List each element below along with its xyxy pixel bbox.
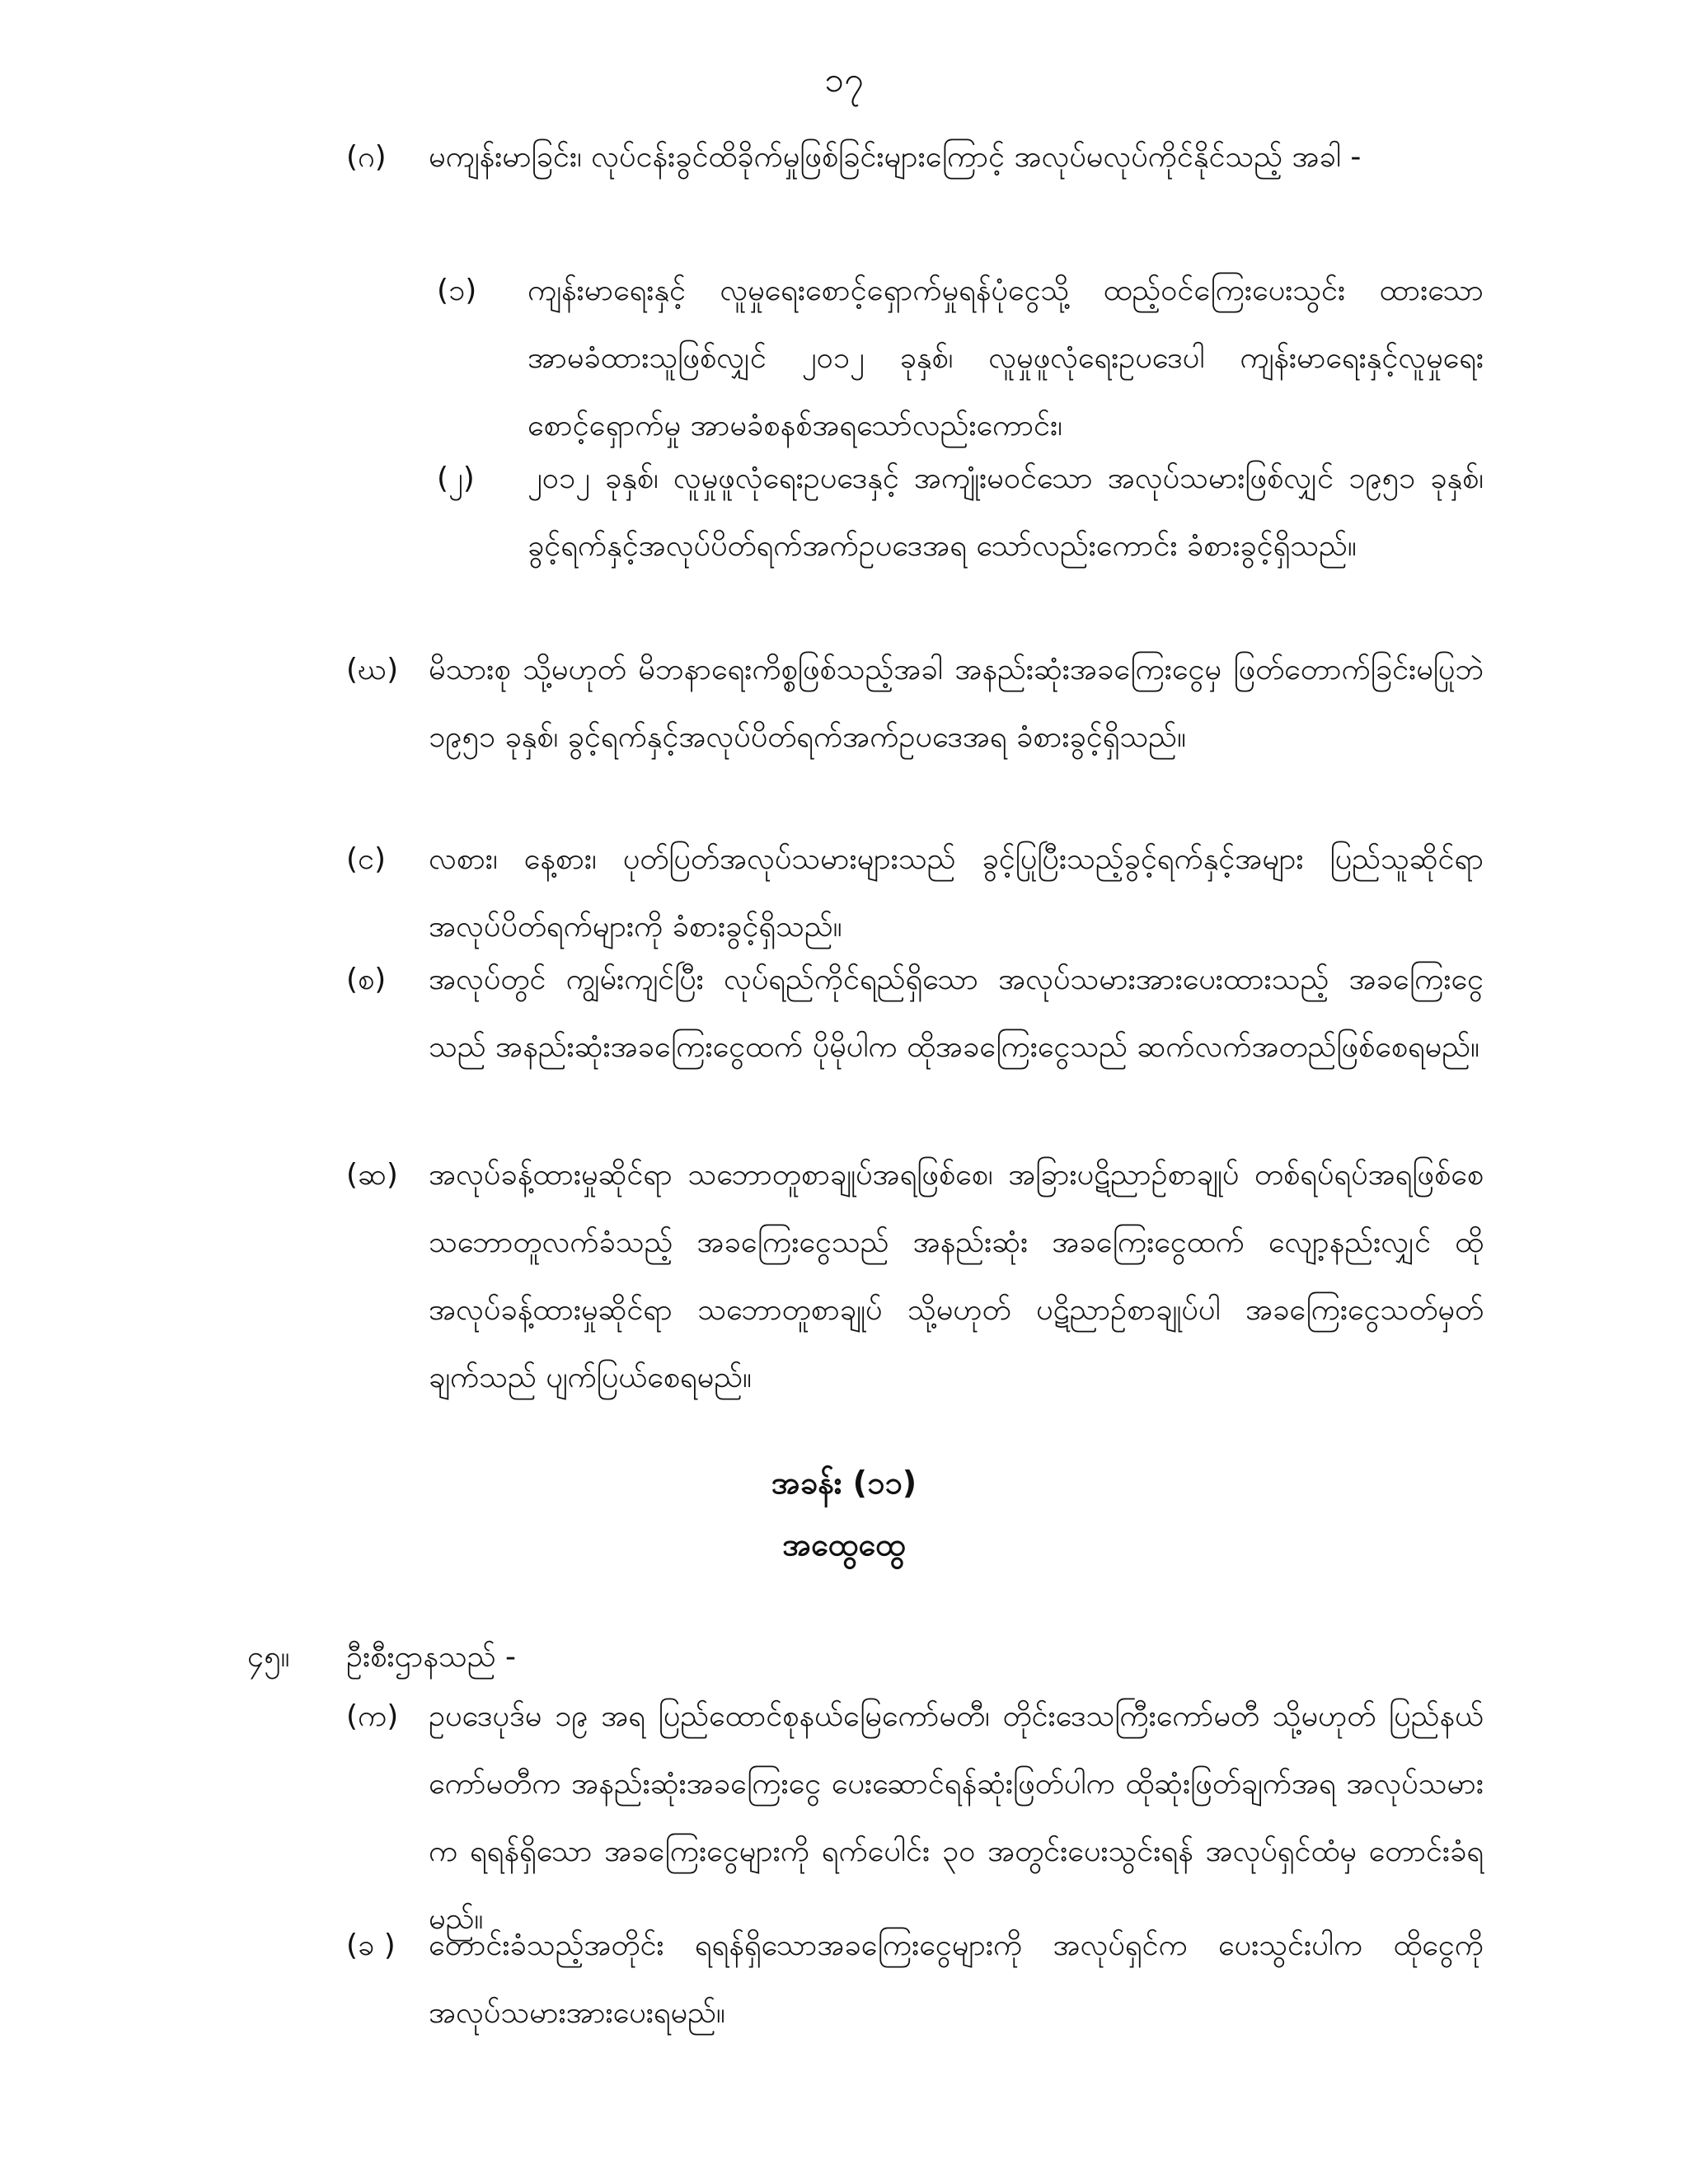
list-item xyxy=(437,445,1484,580)
item-marker: (ခ ) xyxy=(346,1929,396,1962)
list-item xyxy=(346,826,1484,961)
list-item xyxy=(346,1141,1484,1412)
item-text: မိသားစု သို့မဟုတ် မိဘနာရေးကိစ္စဖြစ်သည့်အခါ အနည်းဆုံးအခကြေးငွေမှ ဖြတ်တောက်ခြင်းမပြုဘဲ ၁၉၅၁ ခုနှစ်၊ ခွင့်ရက်နှင့်အလုပ်ပိတ်ရက်အက်ဥပဒေအရ ခံစားခွင့်ရှိသည်။ xyxy=(429,653,1484,754)
list-item xyxy=(346,946,1484,1081)
list-item xyxy=(346,124,1484,191)
item-text: ဥပဒေပုဒ်မ ၁၉ အရ ပြည်ထောင်စုနယ်မြေကော်မတီ၊ တိုင်းဒေသကြီးကော်မတီ သို့မဟုတ် ပြည်နယ်ကော်မတီက အနည်းဆုံးအခကြေးငွေ ပေးဆောင်ရန်ဆုံးဖြတ်ပါက ထိုဆုံးဖြတ်ချက်အရ အလုပ်သမားက ရရန်ရှိသော အခကြေးငွေများကို ရက်ပေါင်း ၃၀ အတွင်းပေးသွင်းရန် အလုပ်ရှင်ထံမှ တောင်းခံရမည်။ xyxy=(429,1699,1484,1936)
page-number: ၁၇ xyxy=(824,59,864,100)
item-text: အလုပ်တွင် ကျွမ်းကျင်ပြီး လုပ်ရည်ကိုင်ရည်ရှိသော အလုပ်သမားအားပေးထားသည့် အခကြေးငွေသည် အနည်းဆုံးအခကြေးငွေထက် ပိုမိုပါက ထိုအခကြေးငွေသည် ဆက်လက်အတည်ဖြစ်စေရမည်။ xyxy=(429,963,1484,1064)
item-marker: (ဆ) xyxy=(346,1158,398,1192)
chapter-title: အခန်း (၁၁) xyxy=(771,1465,917,1501)
section-text: ဦးစီးဌာနသည် - xyxy=(346,1640,516,1674)
item-marker: (စ) xyxy=(346,963,387,996)
item-text: လစား၊ နေ့စား၊ ပုတ်ပြတ်အလုပ်သမားများသည် ခွင့်ပြုပြီးသည့်ခွင့်ရက်နှင့်အများ ပြည်သူဆိုင်ရာ အလုပ်ပိတ်ရက်များကို ခံစားခွင့်ရှိသည်။ xyxy=(429,842,1484,944)
item-text: မကျန်းမာခြင်း၊ လုပ်ငန်းခွင်ထိခိုက်မှုဖြစ်ခြင်းများကြောင့် အလုပ်မလုပ်ကိုင်နိုင်သည့် အခါ - xyxy=(429,140,1362,174)
list-item xyxy=(437,257,1484,460)
item-marker: (ဃ) xyxy=(346,653,399,687)
item-text: အလုပ်ခန့်ထားမှုဆိုင်ရာ သဘောတူစာချုပ်အရဖြစ်စေ၊ အခြားပဋိညာဉ်စာချုပ် တစ်ရပ်ရပ်အရဖြစ်စေ သဘောတူလက်ခံသည့် အခကြေးငွေသည် အနည်းဆုံး အခကြေးငွေထက် လျော့နည်းလျှင် ထိုအလုပ်ခန့်ထားမှုဆိုင်ရာ သဘောတူစာချုပ် သို့မဟုတ် ပဋိညာဉ်စာချုပ်ပါ အခကြေးငွေသတ်မှတ်ချက်သည် ပျက်ပြယ်စေရမည်။ xyxy=(429,1158,1484,1394)
item-text: တောင်းခံသည့်အတိုင်း ရရန်ရှိသောအခကြေးငွေများကို အလုပ်ရှင်က ပေးသွင်းပါက ထိုငွေကို အလုပ်သမားအားပေးရမည်။ xyxy=(429,1929,1484,2030)
item-marker: (ဂ) xyxy=(346,140,387,174)
section-number: ၄၅။ xyxy=(247,1640,290,1674)
section-heading xyxy=(247,1624,1484,1691)
item-marker: (က) xyxy=(346,1699,399,1733)
item-text: ၂၀၁၂ ခုနှစ်၊ လူမှုဖူလုံရေးဥပဒေနှင့် အကျုံးမဝင်သော အလုပ်သမားဖြစ်လျှင် ၁၉၅၁ ခုနှစ်၊ ခွင့်ရက်နှင့်အလုပ်ပိတ်ရက်အက်ဥပဒေအရ သော်လည်းကောင်း ခံစားခွင့်ရှိသည်။ xyxy=(528,462,1484,563)
list-item xyxy=(346,1912,1484,2047)
item-marker: (၂) xyxy=(437,462,475,495)
item-text: ကျန်းမာရေးနှင့် လူမှုရေးစောင့်ရှောက်မှုရန်ပုံငွေသို့ ထည့်ဝင်ကြေးပေးသွင်း ထားသော အာမခံထားသူဖြစ်လျှင် ၂၀၁၂ ခုနှစ်၊ လူမှုဖူလုံရေးဥပဒေပါ ကျန်းမာရေးနှင့်လူမှုရေးစောင့်ရှောက်မှု အာမခံစနစ်အရသော်လည်းကောင်း၊ xyxy=(528,274,1484,443)
chapter-subtitle: အထွေထွေ xyxy=(782,1526,906,1563)
item-marker: (၁) xyxy=(437,274,477,307)
item-marker: (င) xyxy=(346,842,387,876)
list-item xyxy=(346,636,1484,771)
